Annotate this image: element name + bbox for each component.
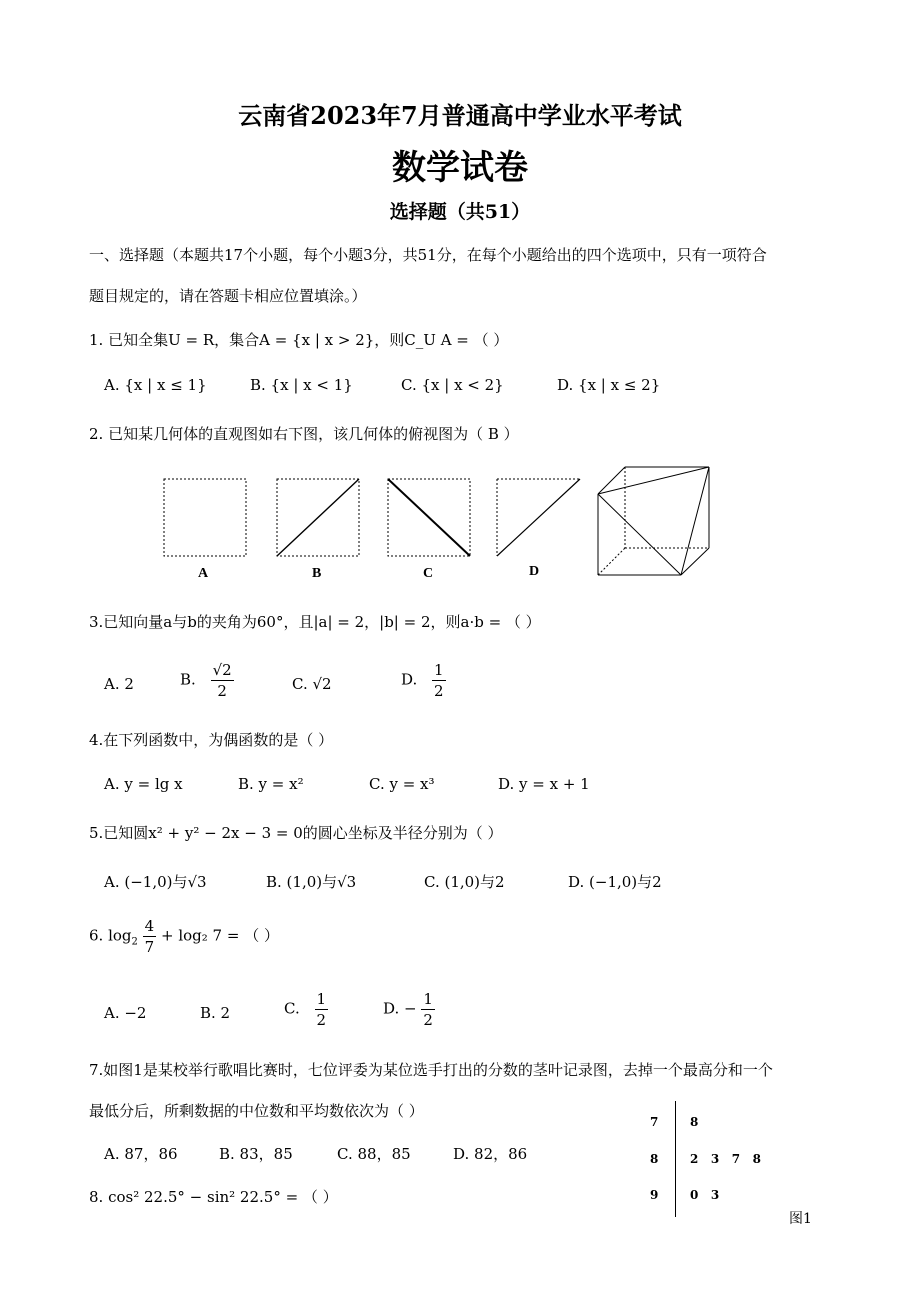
q3-option-d (401, 660, 446, 701)
q1-option-c: C. {x | x < 2} (401, 376, 504, 394)
figure-c (388, 479, 470, 556)
q7-option-d: D. 82，86 (453, 1145, 528, 1163)
q3-option-b-label: B. (180, 670, 196, 689)
q6-fraction-num: 4 (144, 917, 155, 935)
q3-option-b-num: √2 (212, 661, 232, 679)
q2-stem: 2. 已知某几何体的直观图如右下图，该几何体的俯视图为（ B ） (89, 425, 519, 443)
q7-stem-line2: 最低分后，所剩数据的中位数和平均数依次为（ ） (89, 1102, 424, 1120)
stem-7: 7 (650, 1115, 659, 1129)
q8-stem: 8. cos² 22.5° − sin² 22.5° = （ ） (89, 1188, 338, 1206)
leaves-7: 8 (690, 1115, 699, 1129)
q7-stem-line1: 7.如图1是某校举行歌唱比赛时，七位评委为某位选手打出的分数的茎叶记录图，去掉一个最高分和一个 (89, 1061, 773, 1079)
figure-b (277, 479, 359, 556)
q6-option-c-den: 2 (316, 1011, 327, 1029)
leaves-9: 0 3 (690, 1188, 720, 1202)
section-title: 选择题（共51） (389, 201, 531, 223)
stem-leaf-divider (675, 1101, 676, 1217)
q1-option-a: A. {x | x ≤ 1} (104, 376, 207, 394)
q2-figures (150, 460, 730, 585)
instructions-line2: 题目规定的，请在答题卡相应位置填涂。） (89, 287, 367, 305)
q1-option-b: B. {x | x < 1} (250, 376, 353, 394)
q5-option-d: D. (−1,0)与2 (568, 873, 662, 891)
leaves-8: 2 3 7 8 (690, 1152, 761, 1166)
q7-option-a: A. 87，86 (104, 1145, 178, 1163)
stem-9: 9 (650, 1188, 659, 1202)
q3-option-d-num: 1 (434, 661, 444, 679)
q5-stem: 5.已知圆x² + y² − 2x − 3 = 0的圆心坐标及半径分别为（ ） (89, 824, 503, 842)
label-a: A (198, 566, 209, 581)
label-b: B (312, 566, 322, 581)
q6-fraction-den: 7 (144, 938, 155, 956)
q6-option-c-fraction (315, 989, 329, 1030)
solid-figure (598, 467, 709, 575)
q5-option-c: C. (1,0)与2 (424, 873, 505, 891)
q6-option-c-label: C. (284, 999, 300, 1018)
q6-option-d (383, 989, 435, 1030)
q6-option-d-den: 2 (423, 1011, 433, 1029)
q6-option-c-num: 1 (316, 990, 327, 1008)
q4-option-b: B. y = x² (238, 775, 304, 793)
q3-option-b (180, 660, 234, 701)
q6-stem-sub: 2 (131, 936, 138, 948)
q7-option-b: B. 83，85 (219, 1145, 293, 1163)
q6-option-c (284, 989, 328, 1030)
label-c: C (423, 566, 434, 581)
figure-caption: 图1 (789, 1211, 812, 1227)
q4-option-d: D. y = x + 1 (498, 775, 590, 793)
instructions-line1: 一、选择题（本题共17个小题，每个小题3分，共51分，在每个小题给出的四个选项中，只有一项符合 (89, 246, 767, 264)
q6-option-b: B. 2 (200, 1004, 231, 1022)
q1-stem: 1. 已知全集U = R，集合A = {x | x > 2}，则C_U A = （ ） (89, 331, 509, 349)
q6-option-a: A. −2 (104, 1004, 147, 1022)
label-d: D (529, 564, 540, 579)
q4-option-c: C. y = x³ (369, 775, 435, 793)
q3-option-b-den: 2 (217, 682, 227, 700)
q6-stem (89, 916, 279, 957)
q7-option-c: C. 88，85 (337, 1145, 411, 1163)
q3-option-b-fraction (211, 660, 234, 701)
q3-option-d-label: D. (401, 670, 418, 689)
q5-option-a: A. (−1,0)与√3 (104, 873, 207, 891)
figure-d (497, 479, 580, 556)
exam-title: 云南省2023年7月普通高中学业水平考试 (238, 101, 682, 130)
q6-option-d-fraction (421, 989, 435, 1030)
q6-stem-suffix: + log₂ 7 = （ ） (161, 926, 279, 945)
q1-option-d: D. {x | x ≤ 2} (557, 376, 661, 394)
q3-stem: 3.已知向量a与b的夹角为60°，且|a| = 2，|b| = 2，则a·b = （ ） (89, 613, 541, 631)
q6-option-d-label: D. − (383, 999, 417, 1018)
q4-stem: 4.在下列函数中，为偶函数的是（ ） (89, 731, 334, 749)
stem-8: 8 (650, 1152, 659, 1166)
q6-fraction (143, 916, 157, 957)
q6-stem-prefix: 6. log (89, 926, 132, 945)
exam-subject: 数学试卷 (392, 148, 528, 188)
q3-option-a: A. 2 (104, 675, 134, 693)
figure-a (164, 479, 246, 556)
q3-option-c: C. √2 (292, 675, 332, 693)
q6-option-d-num: 1 (423, 990, 433, 1008)
q3-option-d-den: 2 (434, 682, 444, 700)
q3-option-d-fraction (432, 660, 446, 701)
q4-option-a: A. y = lg x (104, 775, 183, 793)
q5-option-b: B. (1,0)与√3 (266, 873, 357, 891)
